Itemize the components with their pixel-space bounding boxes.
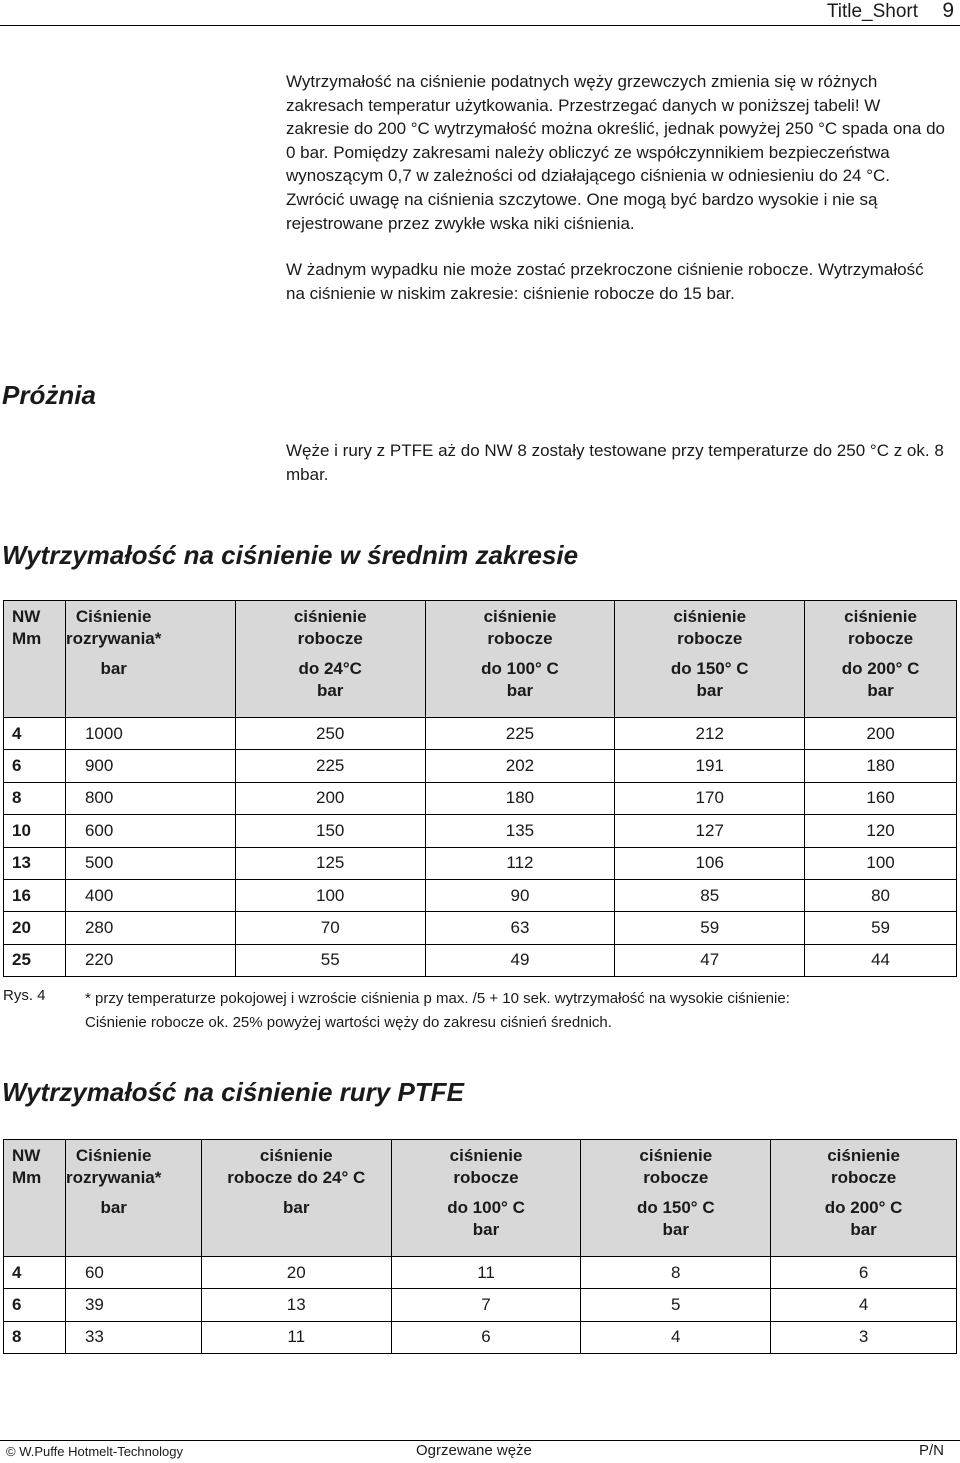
table1-cell: 225 (235, 750, 425, 782)
table1-cell: 170 (615, 782, 805, 814)
table1-cell: 120 (805, 815, 957, 847)
table1-header-3 (425, 601, 615, 718)
page-header (0, 0, 960, 26)
table1-cell: 44 (805, 944, 957, 976)
table2-cell: 11 (391, 1257, 581, 1289)
table2-header-0-line: NW (12, 1146, 41, 1165)
footnote-line-1: * przy temperaturze pokojowej i wzroście ciśnienia p max. /5 + 10 sek. wytrzymałość na wysokie ciśnienie: (85, 990, 790, 1007)
footer-part-number: P/N (918, 1442, 944, 1459)
table1-header-2-line: robocze (297, 629, 363, 648)
table1-header-1-line: Ciśnienie (75, 607, 152, 626)
table1-cell: 47 (615, 944, 805, 976)
table1-cell: 70 (235, 912, 425, 944)
table1-cell: 212 (615, 718, 805, 750)
table1-header-4-line: ciśnienie (673, 607, 747, 626)
vacuum-text: Węże i rury z PTFE aż do NW 8 zostały testowane przy temperaturze do 250 °C z ok. 8 mbar. (286, 441, 944, 484)
table1-cell: 127 (615, 815, 805, 847)
table1-header-5-line: robocze (847, 629, 914, 648)
table2-header-5-line: ciśnienie (827, 1146, 900, 1165)
table2-header-4 (581, 1140, 771, 1257)
figure-label: Rys. 4 (3, 987, 46, 1004)
table2-cell: 13 (201, 1289, 391, 1321)
table2-header-0 (4, 1140, 66, 1257)
table1-header-1-line: rozrywania* (65, 629, 162, 648)
table2-header-3-line: do 100° C (447, 1198, 525, 1217)
table1-cell: 280 (65, 912, 235, 944)
table1-cell: 800 (65, 782, 235, 814)
table2-cell: 6 (4, 1289, 66, 1321)
pressure-table-ptfe (3, 1139, 957, 1354)
table2-cell: 39 (65, 1289, 201, 1321)
table-row (4, 944, 957, 976)
table1-cell: 85 (615, 879, 805, 911)
table2-header-3-line: ciśnienie (449, 1146, 523, 1165)
table1-cell: 13 (4, 847, 66, 879)
table1-cell: 180 (425, 782, 615, 814)
table1-cell: 191 (615, 750, 805, 782)
table1-header-3-line: do 100° C (481, 659, 559, 678)
table1-cell: 202 (425, 750, 615, 782)
table1-cell: 100 (235, 879, 425, 911)
table1-header-5-line: ciśnienie (844, 607, 917, 626)
table2-cell: 3 (771, 1321, 957, 1353)
table1-cell: 59 (615, 912, 805, 944)
table1-cell: 55 (235, 944, 425, 976)
table1-cell: 112 (425, 847, 615, 879)
table1-cell: 49 (425, 944, 615, 976)
table1-cell: 80 (805, 879, 957, 911)
table2-cell: 8 (581, 1257, 771, 1289)
table2-cell: 6 (771, 1257, 957, 1289)
table2-cell: 7 (391, 1289, 581, 1321)
table1-cell: 900 (65, 750, 235, 782)
table2-header-4-line: ciśnienie (639, 1146, 713, 1165)
table1-header-2 (235, 601, 425, 718)
vacuum-title: Próżnia (2, 380, 96, 410)
table1-cell: 150 (235, 815, 425, 847)
table1-header-4-line: robocze (677, 629, 743, 648)
table2-header-5-line: bar (850, 1220, 877, 1239)
table2-cell: 4 (4, 1257, 66, 1289)
table1-header-5-line: bar (867, 681, 894, 700)
page-footer (0, 1440, 960, 1463)
page-number: 9 (942, 0, 954, 22)
table2-cell: 5 (581, 1289, 771, 1321)
table1-cell: 59 (805, 912, 957, 944)
table2-header-2 (201, 1140, 391, 1257)
table2-header-2-line: robocze do 24° C (227, 1168, 366, 1187)
intro-paragraph-1: Wytrzymałość na ciśnienie podatnych węży grzewczych zmienia się w różnych zakresach temperatur użytkowania. Przestrzegać danych w poniższej tabeli! W zakresie do 200 °C wytrzymałość można określić, jednak powyżej 250 °C spada ona do 0 bar. Pomiędzy zakresami należy obliczyć ze współczynnikiem bezpieczeństwa wynoszącym 0,7 w zależności od działającego ciśnienia w odniesieniu do 24 °C. Zwrócić uwagę na ciśnienia szczytowe. One mogą być bardzo wysokie i nie są rejestrowane przez zwykłe wska niki ciśnienia. (286, 72, 945, 233)
table1-cell: 10 (4, 815, 66, 847)
table1-header-4 (615, 601, 805, 718)
table2-cell: 8 (4, 1321, 66, 1353)
table1-cell: 220 (65, 944, 235, 976)
table2-header-4-line: bar (662, 1220, 690, 1239)
table-row (4, 815, 957, 847)
table2-header-2-line: bar (283, 1198, 310, 1217)
table1-header-4-line: bar (696, 681, 723, 700)
table1-cell: 16 (4, 879, 66, 911)
table1-cell: 25 (4, 944, 66, 976)
table2-cell: 6 (391, 1321, 581, 1353)
table1-cell: 400 (65, 879, 235, 911)
table-row (4, 1321, 957, 1353)
table1-cell: 1000 (65, 718, 235, 750)
table1-cell: 90 (425, 879, 615, 911)
table1-cell: 135 (425, 815, 615, 847)
table-row (4, 718, 957, 750)
table1-header-2-line: do 24°C (298, 659, 362, 678)
table2-cell: 60 (65, 1257, 201, 1289)
table2-header-3-line: bar (472, 1220, 500, 1239)
table1-header-2-line: ciśnienie (293, 607, 367, 626)
table2-header-5 (771, 1140, 957, 1257)
table1-cell: 500 (65, 847, 235, 879)
table1-header-4-line: do 150° C (670, 659, 749, 678)
table2-cell: 11 (201, 1321, 391, 1353)
table-row (4, 1257, 957, 1289)
table2-cell: 4 (771, 1289, 957, 1321)
table2-header-3 (391, 1140, 581, 1257)
footnote-line-2: Ciśnienie robocze ok. 25% powyżej wartości węży do zakresu ciśnień średnich. (85, 1014, 612, 1031)
table1-cell: 6 (4, 750, 66, 782)
intro-paragraph-2: W żadnym wypadku nie może zostać przekroczone ciśnienie robocze. Wytrzymałość na ciśnienie w niskim zakresie: ciśnienie robocze do 15 bar. (286, 260, 924, 303)
table2-header-4-line: do 150° C (636, 1198, 715, 1217)
table-row (4, 847, 957, 879)
table2-header-2-line: ciśnienie (259, 1146, 333, 1165)
table2-header-4-line: robocze (643, 1168, 709, 1187)
table2-header-1-line: Ciśnienie (75, 1146, 152, 1165)
table-row (4, 912, 957, 944)
table2-header-1-line: bar (100, 1198, 127, 1217)
table1-cell: 4 (4, 718, 66, 750)
table1-header-2-line: bar (316, 681, 344, 700)
table2-header-1 (65, 1140, 201, 1257)
table1-cell: 106 (615, 847, 805, 879)
footnote (85, 987, 955, 1035)
intro-text (286, 70, 946, 305)
table2-header-0-line: Mm (12, 1168, 42, 1187)
table1-cell: 100 (805, 847, 957, 879)
table1-header-3-line: robocze (487, 629, 553, 648)
table-row (4, 1289, 957, 1321)
table2-cell: 33 (65, 1321, 201, 1353)
table1-header-3-line: bar (506, 681, 534, 700)
table2-title: Wytrzymałość na ciśnienie rury PTFE (2, 1077, 464, 1107)
table1-header-5-line: do 200° C (841, 659, 920, 678)
table1-cell: 200 (235, 782, 425, 814)
table1-header-0 (4, 601, 66, 718)
table2-header-5-line: do 200° C (824, 1198, 903, 1217)
table1-header-3-line: ciśnienie (483, 607, 557, 626)
table-row (4, 879, 957, 911)
table1-cell: 250 (235, 718, 425, 750)
table1-cell: 225 (425, 718, 615, 750)
table1-header-0-line: NW (12, 607, 41, 626)
table1-header-1-line: bar (100, 659, 127, 678)
table2-header-5-line: robocze (830, 1168, 897, 1187)
table1-cell: 160 (805, 782, 957, 814)
pressure-table-medium (3, 600, 957, 977)
table1-cell: 63 (425, 912, 615, 944)
table-row (4, 750, 957, 782)
table1-cell: 8 (4, 782, 66, 814)
table1-header-1 (65, 601, 235, 718)
table1-cell: 600 (65, 815, 235, 847)
table1-cell: 180 (805, 750, 957, 782)
table1-header-0-line: Mm (12, 629, 42, 648)
table1-cell: 200 (805, 718, 957, 750)
table2-cell: 4 (581, 1321, 771, 1353)
table1-cell: 20 (4, 912, 66, 944)
table2-header-3-line: robocze (453, 1168, 519, 1187)
table2-cell: 20 (201, 1257, 391, 1289)
header-title: Title_Short (826, 1, 918, 22)
table1-cell: 125 (235, 847, 425, 879)
table1-title: Wytrzymałość na ciśnienie w średnim zakresie (2, 540, 579, 570)
table2-header-1-line: rozrywania* (65, 1168, 162, 1187)
table-row (4, 782, 957, 814)
footer-title: Ogrzewane węże (416, 1442, 532, 1459)
footer-copyright: © W.Puffe Hotmelt-Technology (6, 1444, 183, 1459)
table1-header-5 (805, 601, 957, 718)
